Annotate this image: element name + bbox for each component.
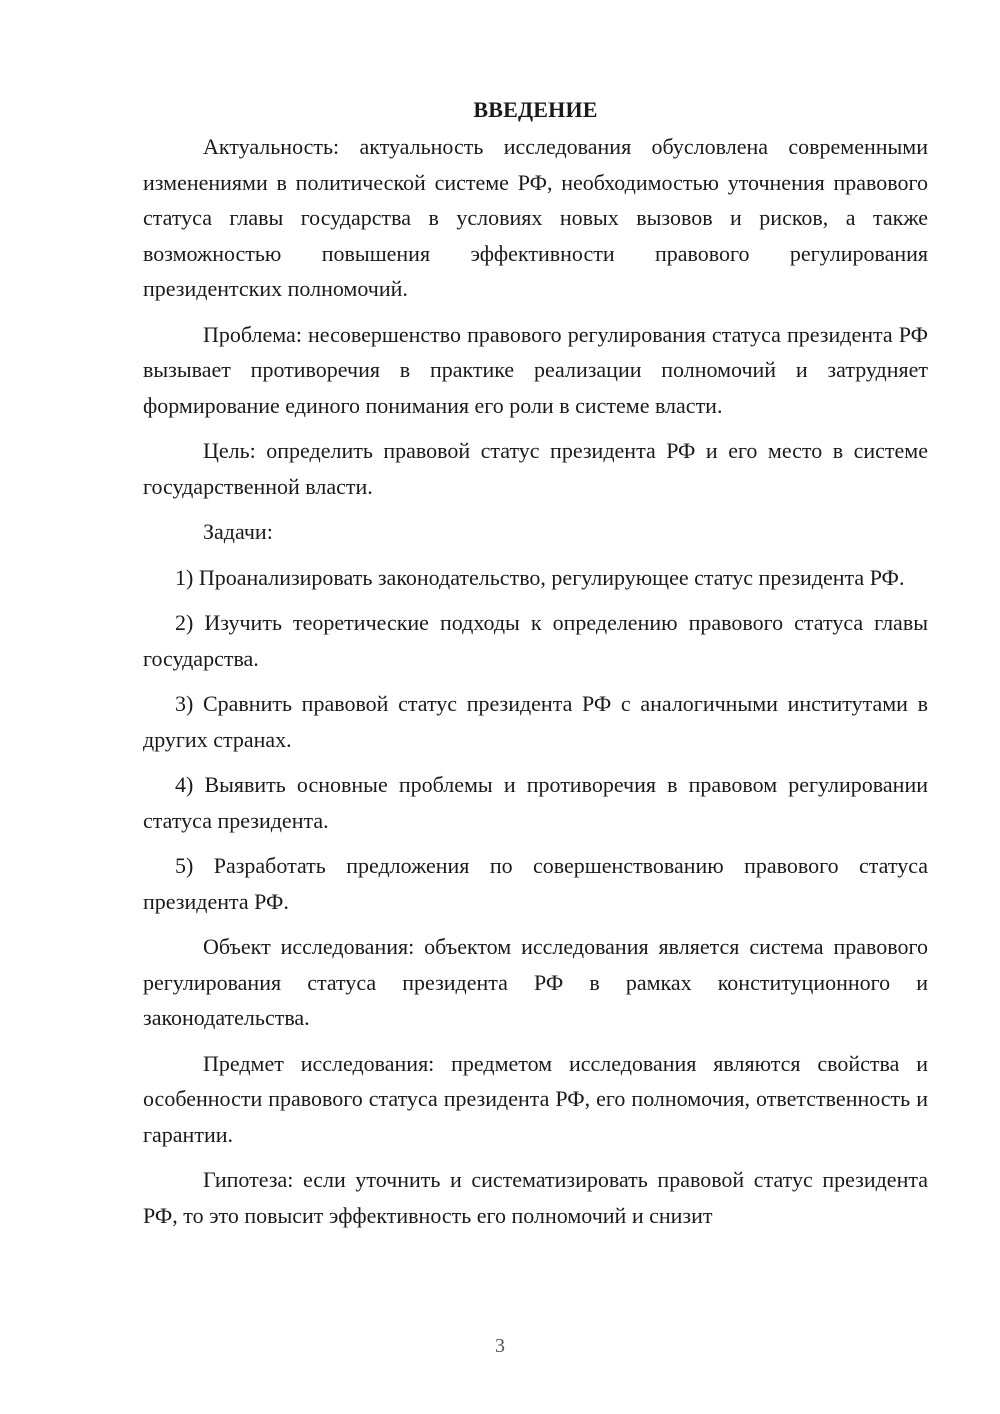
paragraph-tasks-heading: Задачи: <box>203 519 273 544</box>
page-number: 3 <box>495 1335 505 1357</box>
task-item-4: 4) Выявить основные проблемы и противоречия в правовом регулировании статуса президента. <box>143 772 928 833</box>
section-title: ВВЕДЕНИЕ <box>473 97 598 122</box>
task-item-2: 2) Изучить теоретические подходы к определению правового статуса главы государства. <box>143 610 928 671</box>
paragraph-relevance: Актуальность: актуальность исследования обусловлена современными изменениями в политической системе РФ, необходимостью уточнения правового статуса главы государства в условиях новых вызовов и рисков, а также возможностью повышения эффективности правового регулирования президентских полномочий. <box>143 134 928 301</box>
paragraph-problem: Проблема: несовершенство правового регулирования статуса президента РФ вызывает противоречия в практике реализации полномочий и затрудняет формирование единого понимания его роли в системе власти. <box>143 321 928 418</box>
paragraph-subject: Предмет исследования: предметом исследования являются свойства и особенности правового статуса президента РФ, его полномочия, ответственность и гарантии. <box>143 1050 928 1147</box>
task-item-5: 5) Разработать предложения по совершенствованию правового статуса президента РФ. <box>143 853 928 914</box>
task-item-1: 1) Проанализировать законодательство, регулирующее статус президента РФ. <box>175 564 905 590</box>
document-page <box>143 92 928 1243</box>
paragraph-object: Объект исследования: объектом исследования является система правового регулирования статуса президента РФ в рамках конституционного и законодательства. <box>143 934 928 1030</box>
paragraph-hypothesis: Гипотеза: если уточнить и систематизировать правовой статус президента РФ, то это повысит эффективность его полномочий и снизит <box>143 1167 928 1228</box>
paragraph-goal: Цель: определить правовой статус президента РФ и его место в системе государственной власти. <box>143 438 928 499</box>
task-item-3: 3) Сравнить правовой статус президента РФ с аналогичными институтами в других странах. <box>143 691 928 752</box>
